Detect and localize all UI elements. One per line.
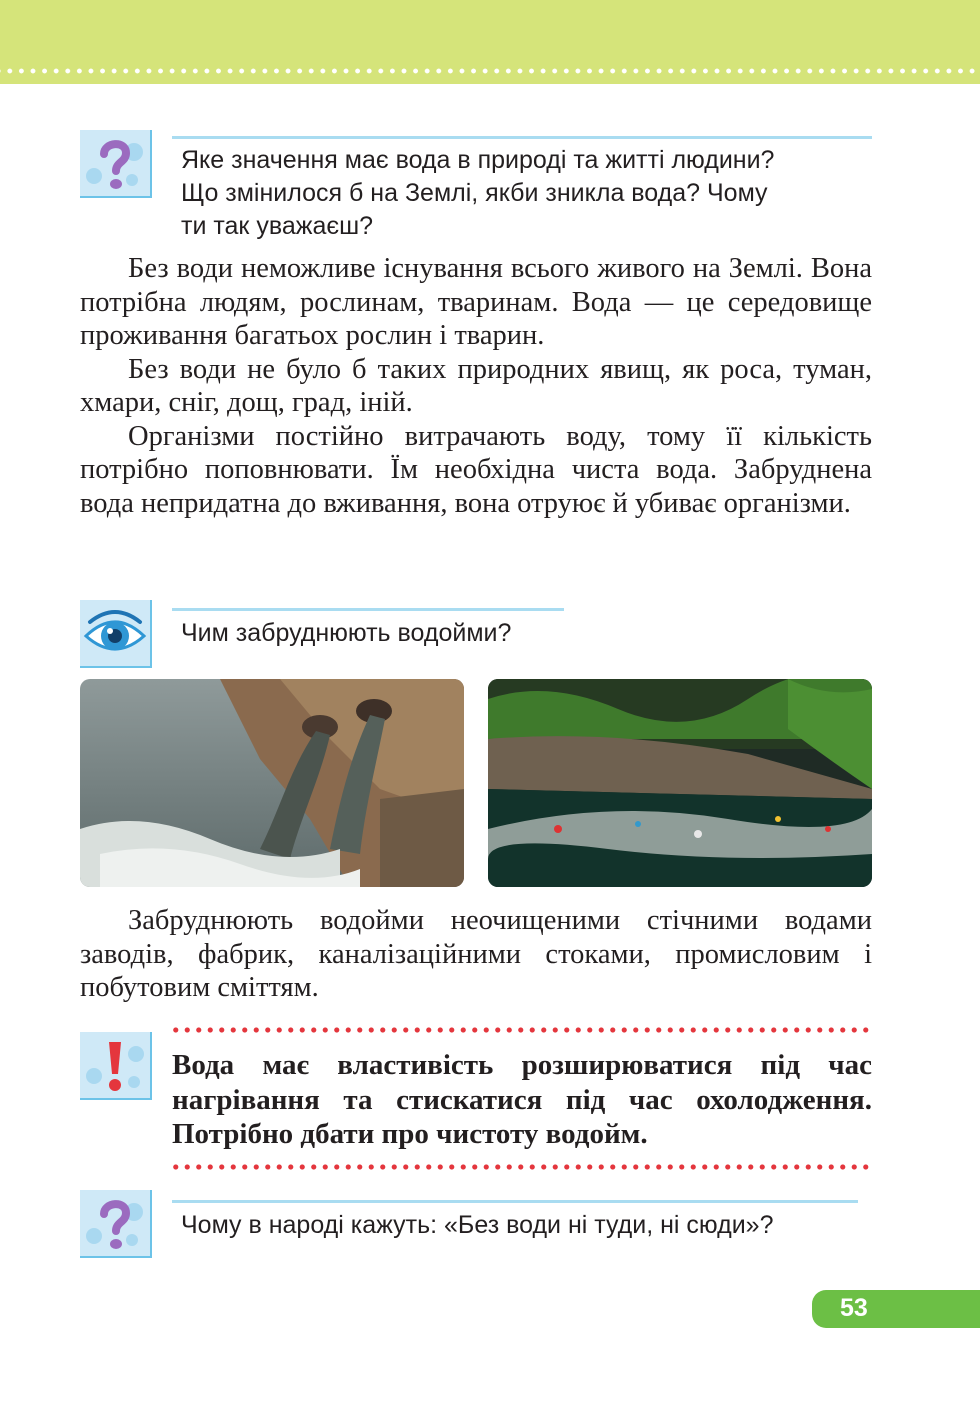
observe-question: Чим забруднюють водойми?: [181, 619, 512, 647]
photo-sewage-pipes: [80, 679, 464, 887]
page-number: 53: [840, 1294, 868, 1322]
eye-icon: [80, 600, 150, 666]
paragraph: Організми постійно витрачають воду, тому її кількість потрібно поповнювати. Їм необхідна чиста вода. Забруднена вода непридатна до вживання, вона отруює й убиває організми.: [80, 420, 872, 519]
eye-icon-box: [80, 600, 152, 668]
paragraph: Без води не було б таких природних явищ, як роса, туман, хмари, сніг, дощ, град, іній.: [80, 353, 872, 418]
question-mark-icon: [80, 1190, 150, 1256]
question-1-line: Яке значення має вода в природі та житті людини?: [181, 146, 775, 174]
question-icon-box-2: [80, 1190, 152, 1258]
page-number-tab: [812, 1290, 980, 1328]
important-note: Вода має властивість розширюватися під час нагрівання та стискатися під час охолодження. Потрібно дбати про чистоту водойм.: [172, 1049, 872, 1150]
question-1-line: Що змінилося б на Землі, якби зникла вода? Чому: [181, 179, 768, 207]
photo-polluted-river: [488, 679, 872, 887]
exclamation-icon-box: [80, 1032, 152, 1100]
note-dotted-top: [170, 1027, 874, 1033]
header-dotted-line: [0, 68, 980, 74]
observe-rule: [172, 608, 564, 611]
note-dotted-bottom: [170, 1164, 874, 1170]
paragraph: Без води неможливе існування всього живого на Землі. Вона потрібна людям, рослинам, тваринам. Вода — це середовище проживання багатьох рослин і тварин.: [80, 253, 872, 351]
question-1: [181, 144, 881, 243]
question-mark-icon: [80, 130, 150, 196]
body-text-block: [80, 252, 872, 520]
question-1-line: ти так уважаєш?: [181, 212, 374, 240]
body-text-block-2: [80, 904, 872, 1005]
question-rule: [172, 136, 872, 139]
exclamation-icon: [80, 1032, 150, 1098]
paragraph: Забруднюють водойми неочищеними стічними водами заводів, фабрик, каналізаційними стоками, промисловим і побутовим сміттям.: [80, 905, 872, 1003]
question-icon-box: [80, 130, 152, 198]
question-2: Чому в народі кажуть: «Без води ні туди, ні сюди»?: [181, 1211, 774, 1239]
question-rule-2: [172, 1200, 858, 1203]
